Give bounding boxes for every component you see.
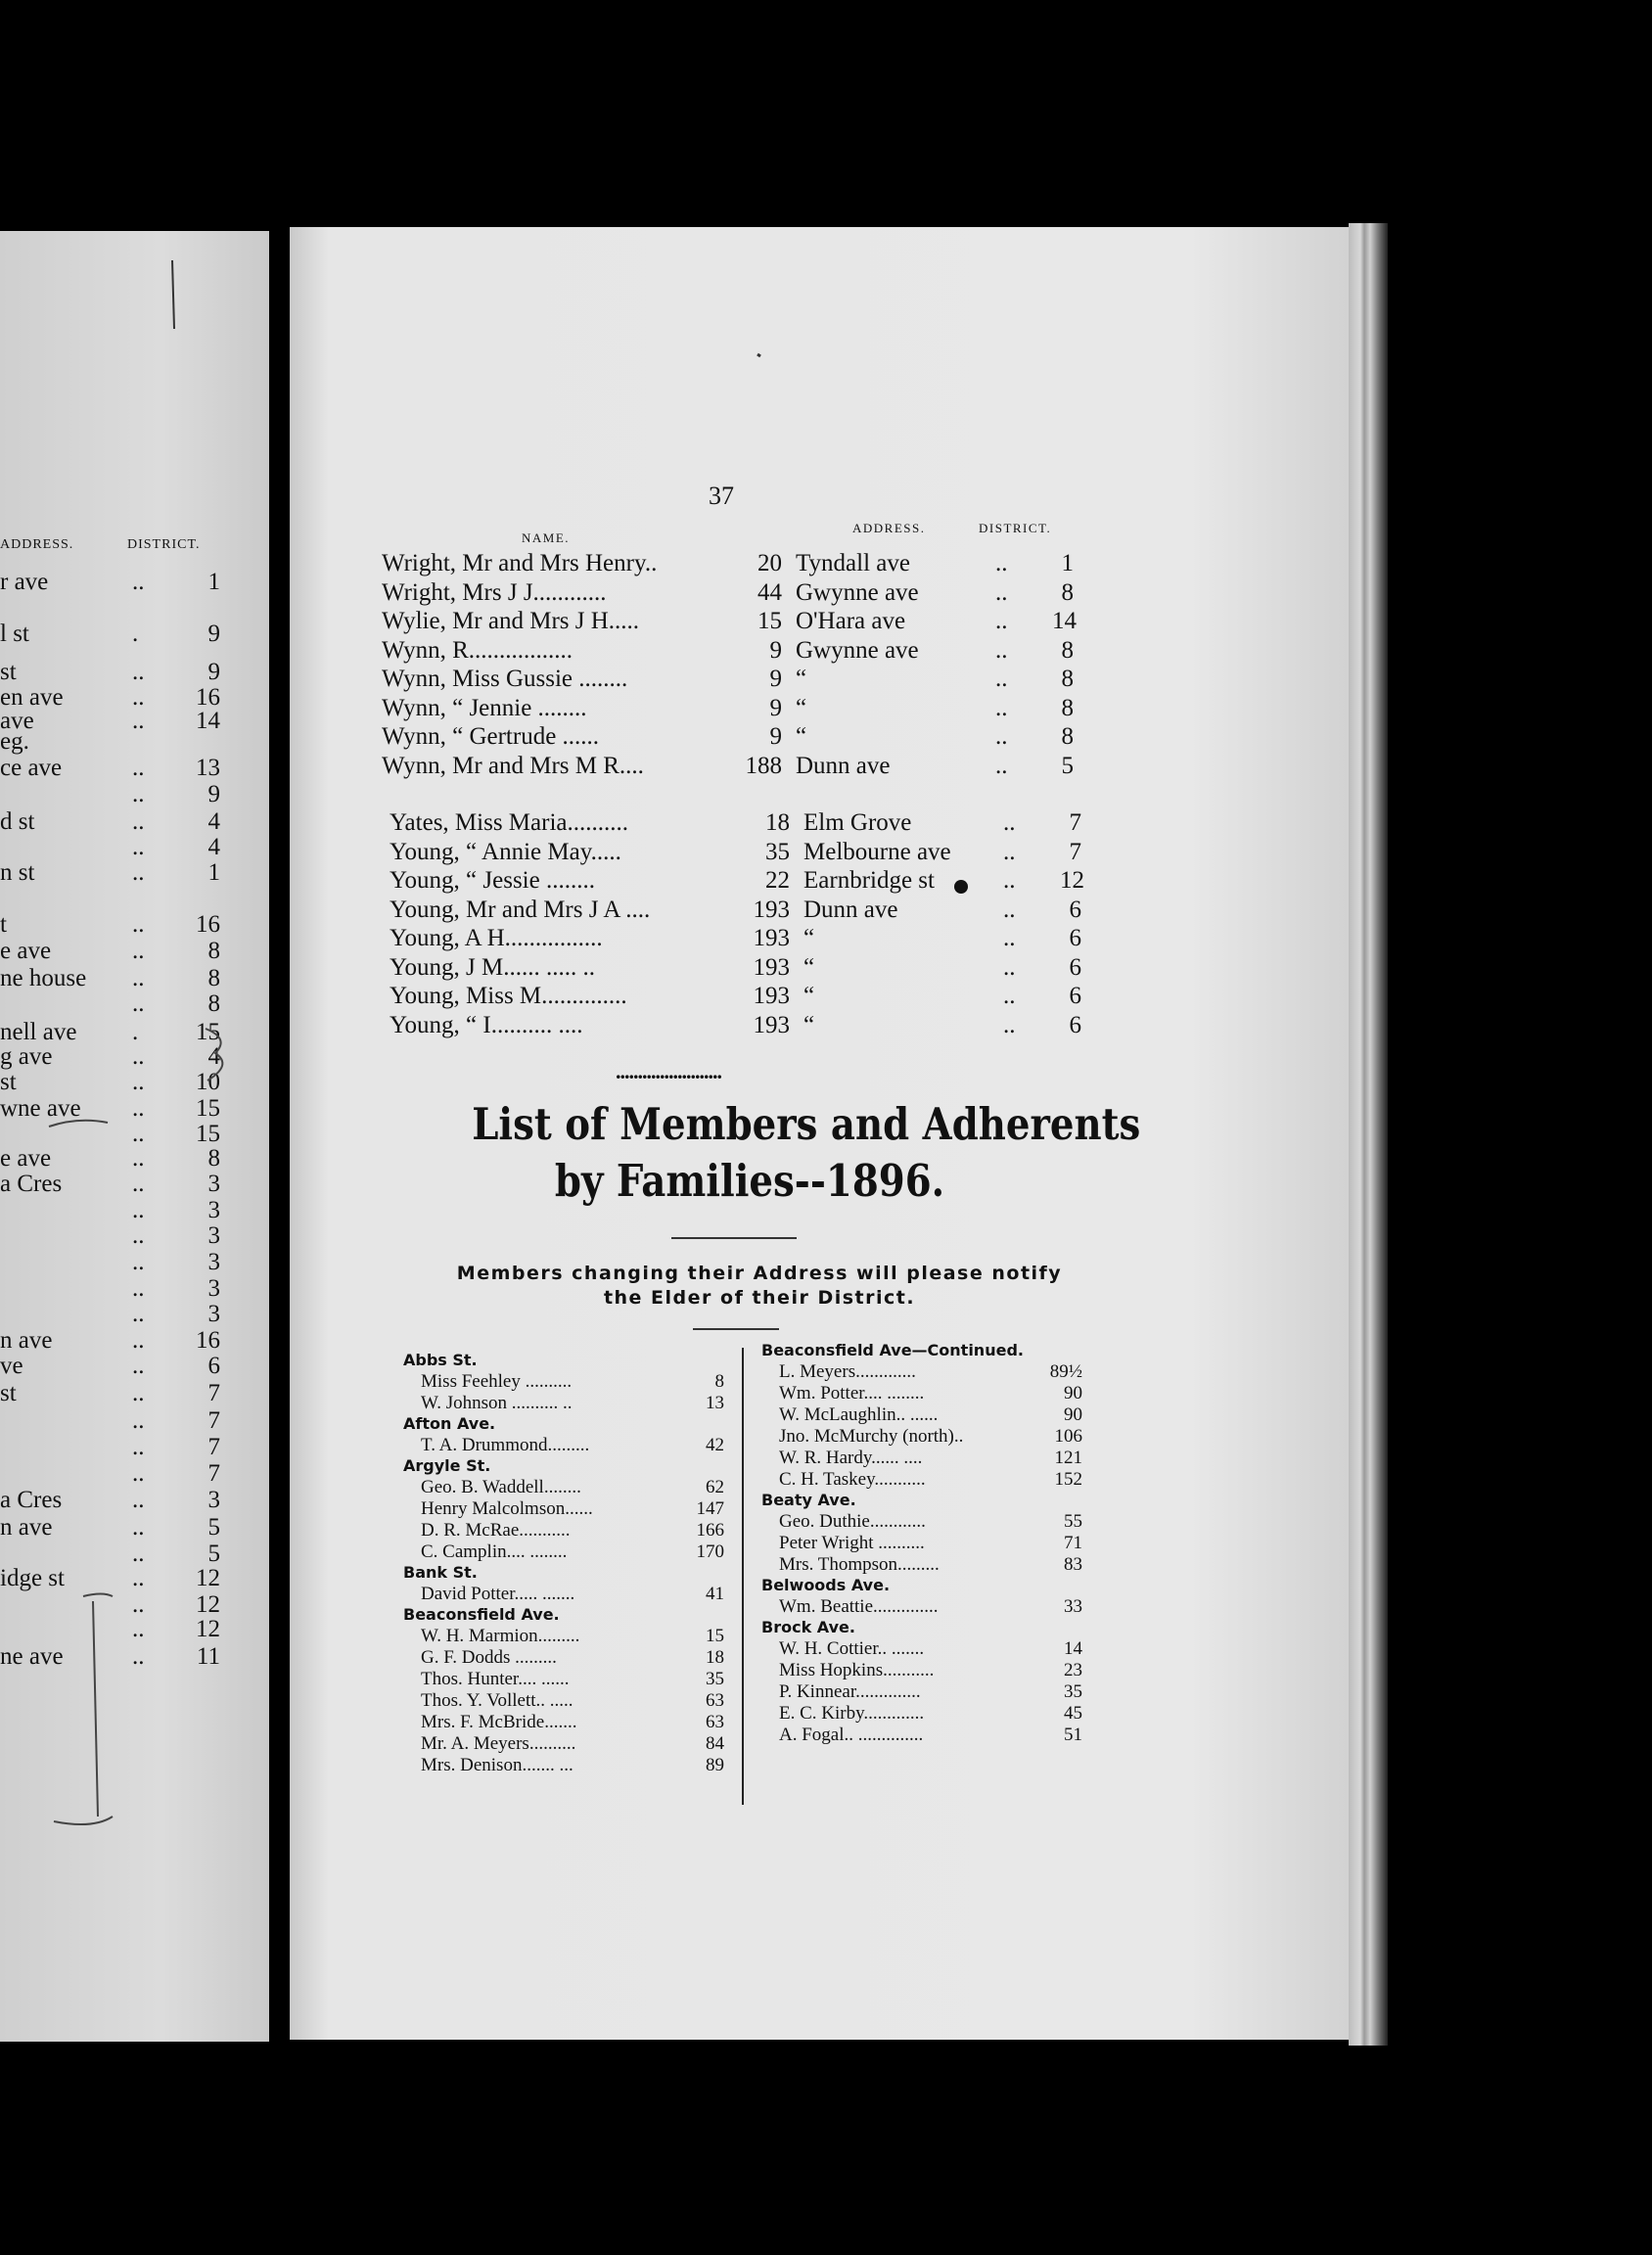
member-house-number: 84 (706, 1733, 724, 1754)
row-name: Young, J M...... ..... .. (390, 953, 596, 981)
row-dots: .. (1003, 983, 1016, 1009)
row-dots: .. (1003, 867, 1016, 894)
row-address: Earnbridge st (803, 867, 935, 894)
row-house-number: 193 (753, 1011, 790, 1038)
row-dots: .. (995, 723, 1008, 750)
left-row-address: nell ave (0, 1019, 77, 1045)
row-house-number: 193 (753, 925, 790, 951)
left-row-district: 7 (207, 1434, 220, 1460)
row-name: Yates, Miss Maria.......... (390, 809, 628, 836)
member-house-number: 83 (1064, 1554, 1082, 1575)
left-row-dots: .. (132, 1541, 145, 1567)
member-name: Mr. A. Meyers.......... (421, 1733, 576, 1754)
left-row-address: ve (0, 1353, 23, 1379)
left-row-dots: .. (132, 1460, 145, 1487)
left-row-dots: .. (132, 1121, 145, 1147)
left-row-dots: .. (132, 1434, 145, 1460)
member-name: C. H. Taskey........... (779, 1469, 926, 1490)
member-name: Wm. Beattie.............. (779, 1596, 939, 1617)
left-row-district: 5 (207, 1514, 220, 1541)
member-house-number: 63 (706, 1712, 724, 1732)
row-dots: .. (1003, 838, 1016, 865)
row-name: Young, “ Jessie ........ (390, 867, 595, 894)
row-name: Young, Miss M.............. (390, 983, 627, 1009)
left-page (0, 231, 269, 2042)
left-row-district: 3 (207, 1301, 220, 1327)
left-row-address: ne ave (0, 1643, 64, 1670)
row-house-number: 44 (757, 578, 782, 606)
left-row-address: g ave (0, 1043, 53, 1070)
member-house-number: 15 (706, 1626, 724, 1646)
left-row-dots: .. (132, 708, 145, 734)
pencil-marks (0, 231, 269, 2042)
row-dots: .. (1003, 953, 1016, 981)
left-row-dots: .. (132, 1591, 145, 1618)
left-address-header: ADDRESS. (0, 537, 74, 552)
left-row-dots: .. (132, 1043, 145, 1070)
left-row-district: 3 (207, 1249, 220, 1275)
page-edge-strips (1349, 223, 1388, 2046)
row-house-number: 9 (769, 694, 782, 721)
left-row-district: 16 (196, 1327, 220, 1354)
member-house-number: 152 (1054, 1469, 1082, 1490)
member-house-number: 13 (706, 1393, 724, 1413)
street-heading: Argyle St. (403, 1456, 491, 1475)
left-row-address: n st (0, 859, 35, 886)
left-row-address: st (0, 659, 17, 685)
left-row-dots: .. (132, 911, 145, 938)
left-row-dots: .. (132, 1327, 145, 1354)
left-row-address: ce ave (0, 755, 63, 781)
row-name: Wright, Mrs J J............ (382, 578, 607, 606)
left-row-dots: .. (132, 1407, 145, 1434)
left-row-district: 8 (207, 990, 220, 1017)
left-row-dots: .. (132, 1069, 145, 1095)
row-district: 12 (1060, 867, 1084, 894)
street-heading: Brock Ave. (761, 1618, 855, 1636)
row-district: 6 (1069, 1011, 1081, 1038)
member-name: W. McLaughlin.. ...... (779, 1404, 939, 1425)
row-address: “ (796, 723, 807, 750)
left-row-dots: .. (132, 1095, 145, 1122)
row-dots: .. (995, 578, 1008, 606)
row-dots: .. (1003, 1011, 1016, 1038)
row-district: 1 (1061, 550, 1074, 576)
row-address: Tyndall ave (796, 550, 910, 576)
member-name: Peter Wright .......... (779, 1533, 925, 1553)
left-row-dots: .. (132, 1145, 145, 1172)
member-name: W. H. Cottier.. ....... (779, 1638, 925, 1659)
street-heading: Beaconsfield Ave. (403, 1605, 560, 1624)
member-name: Miss Hopkins........... (779, 1660, 935, 1680)
left-row-district: 9 (207, 621, 220, 647)
row-district: 6 (1069, 896, 1081, 923)
member-name: T. A. Drummond......... (421, 1435, 590, 1455)
page-number: 37 (709, 482, 734, 510)
row-district: 5 (1061, 752, 1074, 779)
left-row-dots: .. (132, 808, 145, 835)
row-dots: .. (995, 666, 1008, 692)
left-row-address: l st (0, 621, 29, 647)
left-row-district: 12 (196, 1616, 220, 1642)
left-row-address: e ave (0, 1145, 52, 1172)
row-house-number: 193 (753, 896, 790, 923)
left-row-address: st (0, 1069, 17, 1095)
row-name: Young, A H................ (390, 925, 603, 951)
row-address: “ (803, 953, 815, 981)
row-district: 7 (1069, 809, 1081, 836)
left-row-dots: .. (132, 1301, 145, 1327)
member-house-number: 166 (696, 1520, 724, 1541)
row-address: Gwynne ave (796, 636, 919, 664)
left-row-dots: .. (132, 859, 145, 886)
left-row-district: 4 (207, 834, 220, 860)
left-district-header: DISTRICT. (127, 537, 201, 552)
member-name: Thos. Hunter.... ...... (421, 1669, 570, 1689)
member-house-number: 106 (1054, 1426, 1082, 1447)
member-house-number: 33 (1064, 1596, 1082, 1617)
member-name: Mrs. F. McBride....... (421, 1712, 577, 1732)
member-name: L. Meyers............. (779, 1361, 916, 1382)
address-header: ADDRESS. (852, 521, 926, 535)
left-row-district: 9 (207, 781, 220, 807)
member-name: David Potter..... ....... (421, 1584, 575, 1604)
left-row-dots: .. (132, 1171, 145, 1197)
left-row-district: 6 (207, 1353, 220, 1379)
left-row-dots: .. (132, 1353, 145, 1379)
left-row-district: 1 (207, 569, 220, 595)
left-row-dots: .. (132, 684, 145, 711)
left-row-district: 4 (207, 1043, 220, 1070)
ink-blot (290, 227, 1349, 2040)
row-house-number: 193 (753, 983, 790, 1009)
left-row-dots: .. (132, 1275, 145, 1302)
list-title-line1: List of Members and Adherents (472, 1098, 1141, 1150)
member-house-number: 14 (1064, 1638, 1082, 1659)
left-row-district: 16 (196, 911, 220, 938)
member-name: C. Camplin.... ........ (421, 1542, 568, 1562)
left-row-dots: .. (132, 1197, 145, 1223)
member-house-number: 121 (1054, 1448, 1082, 1468)
left-row-address: wne ave (0, 1095, 81, 1122)
member-name: Geo. B. Waddell........ (421, 1477, 581, 1497)
row-name: Wynn, “ Gertrude ...... (382, 723, 600, 750)
row-name: Wynn, “ Jennie ........ (382, 694, 587, 721)
left-row-district: 11 (196, 1643, 220, 1670)
row-house-number: 35 (765, 838, 790, 865)
left-row-district: 7 (207, 1380, 220, 1406)
member-house-number: 89 (706, 1755, 724, 1775)
row-address: “ (796, 694, 807, 721)
row-district: 14 (1052, 608, 1077, 634)
district-header: DISTRICT. (979, 521, 1052, 535)
list-title-line2: by Families--1896. (554, 1155, 945, 1207)
notice-line1: Members changing their Address will please notify (456, 1263, 1063, 1284)
member-house-number: 170 (696, 1542, 724, 1562)
row-address: Melbourne ave (803, 838, 951, 865)
member-name: G. F. Dodds ......... (421, 1647, 557, 1668)
notice-line2: the Elder of their District. (603, 1287, 916, 1309)
left-row-district: 16 (196, 684, 220, 711)
street-heading: Abbs St. (403, 1351, 478, 1369)
member-name: E. C. Kirby............. (779, 1703, 925, 1724)
left-row-district: 5 (207, 1541, 220, 1567)
left-row-address: r ave (0, 569, 49, 595)
row-dots: .. (995, 608, 1008, 634)
left-row-address: d st (0, 808, 35, 835)
row-dots: .. (995, 636, 1008, 664)
row-address: “ (803, 925, 815, 951)
left-row-district: 8 (207, 938, 220, 964)
left-row-dots: .. (132, 755, 145, 781)
street-heading: Beaconsfield Ave—Continued. (761, 1341, 1024, 1359)
row-district: 6 (1069, 953, 1081, 981)
member-name: D. R. McRae........... (421, 1520, 571, 1541)
row-name: Young, “ Annie May..... (390, 838, 621, 865)
left-row-dots: .. (132, 1616, 145, 1642)
row-address: “ (803, 1011, 815, 1038)
member-name: Miss Feehley .......... (421, 1371, 573, 1392)
row-address: Elm Grove (803, 809, 912, 836)
row-address: Dunn ave (803, 896, 898, 923)
member-name: W. H. Marmion......... (421, 1626, 580, 1646)
left-row-district: 9 (207, 659, 220, 685)
left-row-district: 13 (196, 755, 220, 781)
row-dots: .. (995, 694, 1008, 721)
row-address: Dunn ave (796, 752, 891, 779)
left-row-dots: .. (132, 1487, 145, 1513)
left-row-address: a Cres (0, 1171, 63, 1197)
left-row-address: st (0, 1380, 17, 1406)
left-row-district: 4 (207, 808, 220, 835)
left-row-dots: .. (132, 1514, 145, 1541)
member-house-number: 8 (714, 1371, 724, 1392)
street-heading: Afton Ave. (403, 1414, 496, 1433)
row-name: Wright, Mr and Mrs Henry.. (382, 550, 658, 576)
left-row-district: 10 (196, 1069, 220, 1095)
row-district: 8 (1061, 666, 1074, 692)
left-row-district: 3 (207, 1197, 220, 1223)
row-district: 6 (1069, 925, 1081, 951)
row-address: Gwynne ave (796, 578, 919, 606)
row-name: Young, “ I.......... .... (390, 1011, 583, 1038)
row-house-number: 22 (765, 867, 790, 894)
left-row-dots: .. (132, 990, 145, 1017)
member-house-number: 41 (706, 1584, 724, 1604)
left-row-dots: .. (132, 834, 145, 860)
member-name: P. Kinnear.............. (779, 1681, 921, 1702)
member-name: A. Fogal.. .............. (779, 1725, 924, 1745)
member-name: W. R. Hardy...... .... (779, 1448, 923, 1468)
row-address: “ (796, 666, 807, 692)
member-name: Geo. Duthie............ (779, 1511, 926, 1532)
member-name: Wm. Potter.... ........ (779, 1383, 925, 1404)
left-row-address: n ave (0, 1514, 53, 1541)
left-row-district: 3 (207, 1171, 220, 1197)
row-house-number: 18 (765, 809, 790, 836)
row-address: O'Hara ave (796, 608, 906, 634)
row-house-number: 9 (769, 723, 782, 750)
left-row-dots: .. (132, 938, 145, 964)
street-heading: Belwoods Ave. (761, 1576, 891, 1594)
left-row-dots: . (132, 1019, 139, 1045)
left-row-dots: .. (132, 781, 145, 807)
member-house-number: 42 (706, 1435, 724, 1455)
left-row-district: 14 (196, 708, 220, 734)
left-row-address: a Cres (0, 1487, 63, 1513)
left-row-address: en ave (0, 684, 64, 711)
row-house-number: 188 (745, 752, 782, 779)
row-house-number: 9 (769, 666, 782, 692)
member-name: Mrs. Denison....... ... (421, 1755, 574, 1775)
row-name: Wylie, Mr and Mrs J H..... (382, 608, 640, 634)
street-heading: Beaty Ave. (761, 1491, 856, 1509)
row-dots: .. (995, 752, 1008, 779)
left-row-address: e ave (0, 938, 52, 964)
left-row-address: ave (0, 708, 34, 734)
member-name: Mrs. Thompson......... (779, 1554, 940, 1575)
left-row-dots: .. (132, 965, 145, 991)
left-row-district: 12 (196, 1591, 220, 1618)
left-row-district: 15 (196, 1019, 220, 1045)
left-row-dots: .. (132, 1643, 145, 1670)
member-house-number: 45 (1064, 1703, 1082, 1724)
member-house-number: 35 (1064, 1681, 1082, 1702)
left-row-dots: . (132, 621, 139, 647)
left-row-district: 15 (196, 1095, 220, 1122)
left-row-address: ne house (0, 965, 87, 991)
row-district: 8 (1061, 694, 1074, 721)
row-district: 8 (1061, 578, 1074, 606)
row-district: 8 (1061, 723, 1074, 750)
row-dots: .. (1003, 896, 1016, 923)
member-house-number: 63 (706, 1690, 724, 1711)
member-house-number: 147 (696, 1498, 724, 1519)
row-house-number: 20 (757, 550, 782, 576)
member-name: W. Johnson .......... .. (421, 1393, 573, 1413)
left-row-dots: .. (132, 659, 145, 685)
left-row-district: 15 (196, 1121, 220, 1147)
left-row-dots: .. (132, 1380, 145, 1406)
member-house-number: 23 (1064, 1660, 1082, 1680)
row-name: Wynn, R................. (382, 636, 574, 664)
row-dots: .. (1003, 809, 1016, 836)
row-district: 6 (1069, 983, 1081, 1009)
left-row-address: n ave (0, 1327, 53, 1354)
left-row-address: eg. (0, 728, 29, 755)
left-row-address: t (0, 911, 7, 938)
member-name: Thos. Y. Vollett.. ..... (421, 1690, 574, 1711)
left-row-district: 3 (207, 1275, 220, 1302)
left-row-dots: .. (132, 1565, 145, 1591)
row-district: 7 (1069, 838, 1081, 865)
left-row-dots: .. (132, 1222, 145, 1249)
member-house-number: 35 (706, 1669, 724, 1689)
row-address: “ (803, 983, 815, 1009)
member-house-number: 90 (1064, 1383, 1082, 1404)
member-name: Jno. McMurchy (north).. (779, 1426, 964, 1447)
left-row-district: 1 (207, 859, 220, 886)
dotted-separator: ........................ (616, 1059, 721, 1083)
left-row-district: 8 (207, 965, 220, 991)
member-house-number: 71 (1064, 1533, 1082, 1553)
member-house-number: 89½ (1049, 1361, 1082, 1382)
left-row-district: 7 (207, 1407, 220, 1434)
left-row-district: 12 (196, 1565, 220, 1591)
row-house-number: 9 (769, 636, 782, 664)
street-heading: Bank St. (403, 1563, 478, 1582)
row-house-number: 193 (753, 953, 790, 981)
left-row-dots: .. (132, 569, 145, 595)
left-row-district: 3 (207, 1222, 220, 1249)
row-house-number: 15 (757, 608, 782, 634)
member-house-number: 55 (1064, 1511, 1082, 1532)
left-row-district: 7 (207, 1460, 220, 1487)
name-header: NAME. (522, 530, 571, 545)
row-dots: .. (995, 550, 1008, 576)
row-dots: .. (1003, 925, 1016, 951)
left-row-dots: .. (132, 1249, 145, 1275)
left-row-district: 8 (207, 1145, 220, 1172)
member-house-number: 51 (1064, 1725, 1082, 1745)
row-name: Wynn, Mr and Mrs M R.... (382, 752, 644, 779)
member-house-number: 90 (1064, 1404, 1082, 1425)
row-district: 8 (1061, 636, 1074, 664)
member-name: Henry Malcolmson...... (421, 1498, 593, 1519)
left-row-district: 3 (207, 1487, 220, 1513)
member-house-number: 62 (706, 1477, 724, 1497)
member-house-number: 18 (706, 1647, 724, 1668)
row-name: Young, Mr and Mrs J A .... (390, 896, 651, 923)
right-page (290, 227, 1349, 2040)
row-name: Wynn, Miss Gussie ........ (382, 666, 628, 692)
left-row-address: idge st (0, 1565, 65, 1591)
